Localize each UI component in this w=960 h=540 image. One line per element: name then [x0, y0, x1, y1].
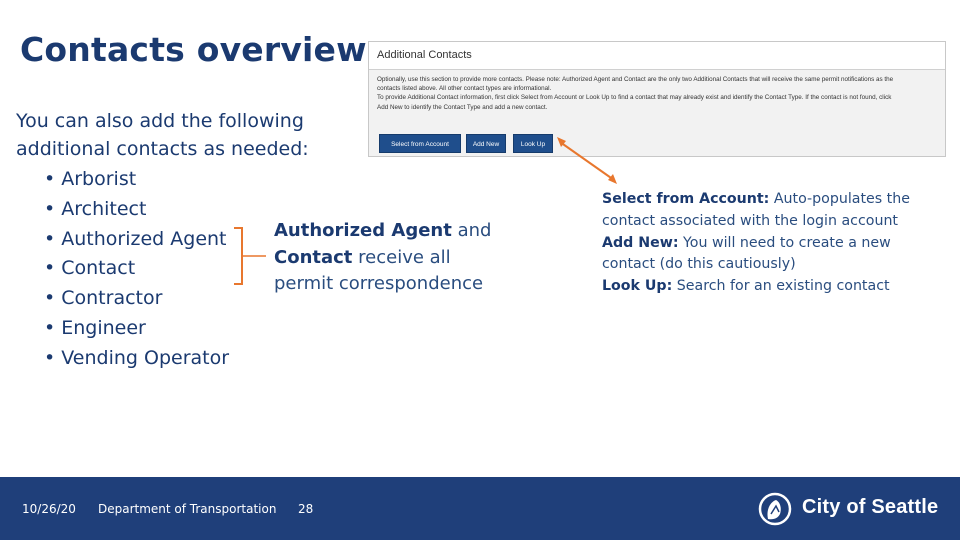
city-seal-icon — [758, 492, 792, 526]
instruction-line: Optionally, use this section to provide more contacts. Please note: Authorized Agent and Contact are the only two Additional Contacts that will receive the same permit notifications as the — [377, 76, 894, 83]
list-item: • Arborist — [44, 165, 229, 195]
list-item: • Engineer — [44, 314, 229, 344]
city-logo-text: City of Seattle — [802, 496, 939, 518]
footer-department: Department of Transportation — [98, 502, 277, 516]
instruction-line: Add New to identify the Contact Type and add a new contact. — [377, 103, 548, 111]
note-text: and — [451, 220, 492, 241]
panel-header — [369, 42, 945, 70]
slide-title: Contacts overview — [20, 30, 367, 69]
agent-contact-note — [274, 218, 514, 298]
button-descriptions — [602, 189, 922, 298]
term-description: You will need to create a new contact (do this cautiously) — [602, 234, 891, 273]
footer — [0, 477, 960, 540]
bracket-icon — [232, 226, 272, 286]
additional-contacts-screenshot — [368, 41, 946, 157]
description-item — [602, 276, 922, 298]
term-contact: Contact — [274, 246, 353, 268]
term-description: Search for an existing contact — [672, 278, 890, 295]
contact-type-list — [44, 165, 229, 374]
description-item — [602, 233, 922, 277]
term-label: Add New: — [602, 234, 679, 251]
list-item: • Authorized Agent — [44, 225, 229, 255]
instruction-line: To provide Additional Contact information, first click Select from Account or Look Up to find a contact that may already exist and identify the Contact Type. If the contact is not found, click — [377, 94, 892, 102]
term-authorized-agent: Authorized Agent — [274, 220, 452, 241]
intro-text: You can also add the following additional contacts as needed: — [16, 110, 309, 160]
add-new-button[interactable]: Add New — [466, 134, 506, 153]
description-item — [602, 189, 922, 233]
page-number: 28 — [298, 502, 314, 516]
term-label: Select from Account: — [602, 191, 770, 207]
footer-date: 10/26/20 — [22, 502, 76, 516]
list-item: • Contractor — [44, 284, 229, 314]
list-item: • Contact — [44, 254, 229, 284]
term-description: Auto-populates the contact associated with the login account — [602, 191, 910, 229]
select-from-account-button[interactable]: Select from Account — [379, 134, 461, 153]
instruction-line: contacts listed above. All other contact types are informational. — [377, 85, 552, 93]
list-item: • Vending Operator — [44, 344, 229, 374]
panel-title: Additional Contacts — [377, 49, 472, 61]
look-up-button[interactable]: Look Up — [513, 134, 553, 153]
list-item: • Architect — [44, 195, 229, 225]
note-text: receive all permit correspondence — [274, 246, 484, 294]
panel-instructions — [377, 75, 937, 112]
term-label: Look Up: — [602, 278, 673, 295]
